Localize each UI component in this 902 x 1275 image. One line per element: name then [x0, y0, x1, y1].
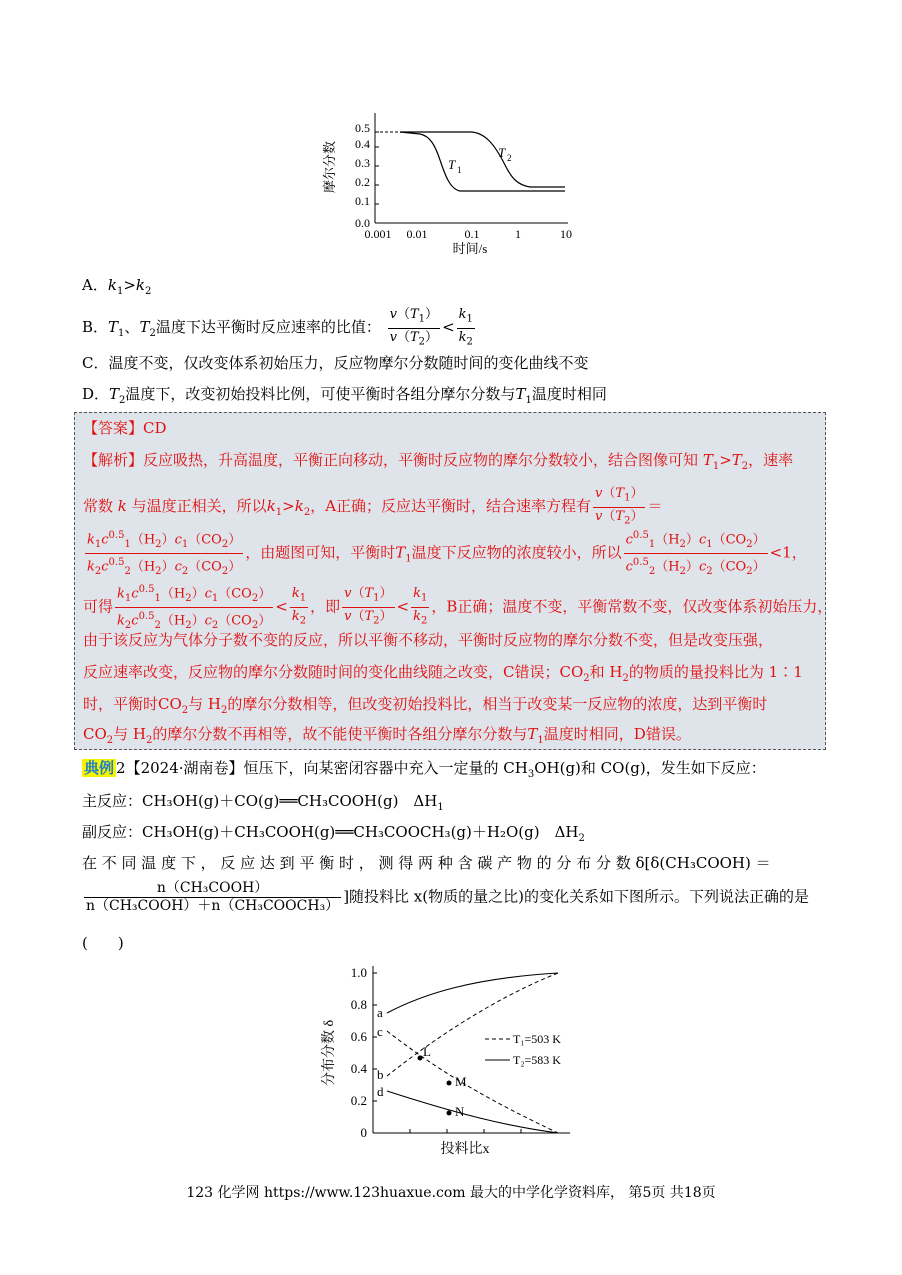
fig2-ytick: 0.4: [350, 1061, 367, 1076]
fig1-ytick: 0.5: [355, 121, 370, 135]
analysis-line-6: 反应速率改变，反应物的摩尔分数随时间的变化曲线随之改变，C错误；$CO_2$和 $H_2$的物质的量投料比为 1∶1: [83, 663, 803, 684]
analysis-line-1: 【解析】反应吸热，升高温度，平衡正向移动，平衡时反应物的摩尔分数较小，结合图像可知 $T_1>T_2$，速率: [83, 451, 794, 472]
t2-label-sub: 2: [507, 153, 512, 163]
fig1-ytick: 0.4: [355, 137, 370, 151]
fig2-ytick: 0.2: [350, 1093, 367, 1108]
analysis-line-7: 时，平衡时$CO_2$与 $H_2$的摩尔分数相等，但改变初始投料比，相当于改变某一反应物的浓度，达到平衡时: [83, 695, 768, 716]
page-footer: 123 化学网 https://www.123huaxue.com 最大的中学化学资料库， 第5页 共18页: [186, 1185, 716, 1201]
t2-label: T: [498, 145, 506, 160]
t2-curve: [400, 132, 565, 187]
fig2-ytick: 1.0: [350, 965, 367, 980]
analysis-line-5: 由于该反应为气体分子数不变的反应，所以平衡不移动，平衡时反应物的摩尔分数不变，但是改变压强，: [83, 631, 774, 649]
fig2-ylabel: 分布分数 δ: [322, 1019, 337, 1087]
fig2-ytick: 0.8: [350, 997, 367, 1012]
analysis-line-4: 可得 $\frac{k_1c^{0.5}_1(H_2)c_1(CO_2)}{k_2c^{0.5}_2(H_2)c_2(CO_2)}$ < $\frac{k_1}{k_2}$ ，即 $\frac{v(T_1)}{v(T_2)}$ < $\frac{k_1}{k_2}$ ，B正确；温度不变，平衡常数不变，仅改变体系初始压力，: [83, 581, 832, 634]
analysis-line-3: $\frac{k_1c^{0.5}_1(H_2)c_1(CO_2)}{k_2c^{0.5}_2(H_2)c_2(CO_2)}$ ，由题图可知，平衡时$T_1$温度下反应物的浓度较小，所以 $\frac{c^{0.5}_1(H_2)c_1(CO_2)}{c^{0.5}_2(H_2)c_2(CO_2)}$ <1，: [83, 527, 807, 580]
fig2-xlabel: 投料比x: [440, 1142, 490, 1157]
fig1-xtick: 1: [515, 227, 521, 241]
option-c: C．温度不变，仅改变体系初始压力，反应物摩尔分数随时间的变化曲线不变: [82, 354, 589, 372]
label-a: a: [377, 1005, 383, 1020]
t1-label: T: [448, 157, 456, 172]
analysis-line-8: $CO_2$与 $H_2$的摩尔分数不再相等，故不能使平衡时各组分摩尔分数与$T_1$温度时相同，D错误。: [83, 725, 691, 746]
fig1-xtick: 0.001: [364, 227, 392, 241]
fig1-xtick: 0.1: [464, 227, 480, 241]
fig2-ytick: 0: [360, 1125, 367, 1140]
curve-c: [387, 1031, 558, 1133]
question-line-2: $\frac{\text{n（CH₃COOH）}}{\text{n（CH₃COOH）＋n（CH₃COOCH₃）}}$ ]随投料比 x(物质的量之比)的变化关系如下图所示。下列说法正确的是: [86, 880, 809, 914]
answer-box: [74, 412, 833, 750]
main-reaction: 主反应：CH₃OH(g)＋CO(g)══CH₃COOH(g) $\Delta H_1$: [82, 792, 444, 813]
fig1-ytick: 0.1: [355, 194, 370, 208]
t1-label-sub: 1: [457, 165, 462, 175]
answer-line: 【答案】CD: [83, 419, 167, 437]
distribution-fraction-chart: [315, 958, 595, 1158]
question-paren: ( ): [82, 934, 124, 952]
point-l: [418, 1056, 423, 1061]
side-reaction: 副反应：CH₃OH(g)＋CH₃COOH(g)══CH₃COOCH₃(g)＋H₂O(g) $\Delta H_2$: [82, 823, 585, 844]
fig2-ytick: 0.6: [350, 1029, 367, 1044]
fig1-ytick: 0.3: [355, 156, 370, 170]
curve-d: [387, 1091, 558, 1133]
legend-t1: T₁=503 K: [513, 1032, 561, 1046]
curve-a: [387, 973, 558, 1013]
example-header: 典例 2【2024·湖南卷】恒压下，向某密闭容器中充入一定量的 $CH_3OH(g)$和 CO(g)，发生如下反应：: [84, 759, 766, 780]
fig1-ytick: 0.2: [355, 175, 370, 189]
option-b: B．$T_1$、$T_2$温度下达平衡时反应速率的比值： $\frac{v(T_1)}{v(T_2)}$ < $\frac{k_1}{k_2}$: [82, 307, 473, 348]
example-tag: 典例: [84, 759, 115, 777]
option-d: D．$T_2$温度下，改变初始投料比例，可使平衡时各组分摩尔分数与$T_1$温度时相同: [82, 385, 607, 406]
analysis-line-2: 常数 k 与温度正相关，所以$k_1>k_2$，A正确；反应达平衡时，结合速率方程有 $\frac{v(T_1)}{v(T_2)}$ ＝: [83, 486, 663, 527]
label-b: b: [377, 1067, 384, 1082]
label-point-m: M: [455, 1074, 467, 1089]
t1-curve: [400, 132, 565, 191]
point-m: [447, 1081, 452, 1086]
label-c: c: [377, 1024, 383, 1039]
fig1-xlabel: 时间/s: [452, 241, 488, 256]
fig1-xtick: 0.01: [406, 227, 428, 241]
mole-fraction-chart: [320, 105, 590, 257]
option-a: A．$k_1>k_2$: [82, 276, 152, 297]
question-line-1: 在 不 同 温 度 下 ， 反 应 达 到 平 衡 时 ， 测 得 两 种 含 碳 产 物 的 分 布 分 数 δ[δ(CH₃COOH) ＝: [82, 854, 771, 872]
fig1-xtick: 10: [560, 227, 572, 241]
label-point-l: L: [423, 1044, 431, 1059]
label-d: d: [377, 1084, 384, 1099]
label-point-n: N: [455, 1104, 465, 1119]
fig1-ylabel: 摩尔分数: [322, 140, 337, 194]
point-n: [447, 1111, 452, 1116]
legend-t2: T₂=583 K: [513, 1053, 561, 1067]
fig1-ytick: 0.0: [355, 216, 370, 230]
